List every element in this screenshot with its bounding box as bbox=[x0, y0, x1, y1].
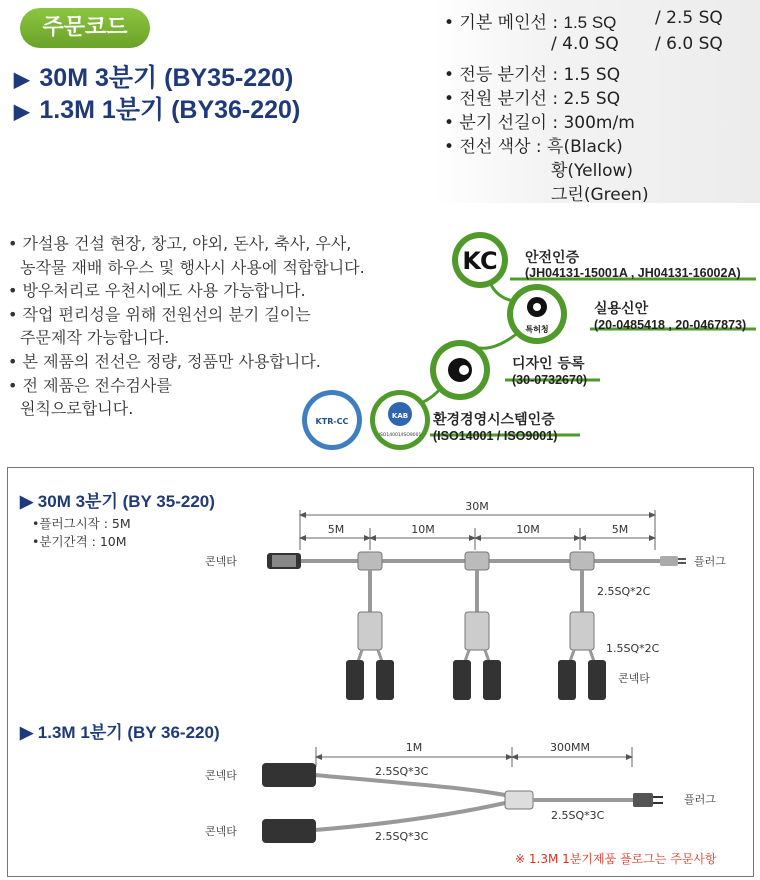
diagram2-wire-plug-label: 2.5SQ*3C bbox=[551, 809, 605, 822]
feature-item: • 가설용 건설 현장, 창고, 야외, 돈사, 축사, 우사, bbox=[8, 234, 352, 253]
order-note: ※ 1.3M 1분기제품 플로그는 주문사항 bbox=[515, 852, 717, 866]
diagram2-wire-bottom-label: 2.5SQ*3C bbox=[375, 830, 429, 843]
diagram2-dim-1m: 1M bbox=[405, 741, 423, 754]
triangle-icon: ▶ bbox=[14, 69, 30, 91]
feature-item: 원칙으로합니다. bbox=[20, 399, 134, 419]
diagram1-segment-2: 10M bbox=[411, 523, 435, 536]
cert-design-name: 디자인 등록 bbox=[512, 356, 585, 372]
diagram1-dimensions bbox=[300, 510, 655, 550]
model-line-1 bbox=[14, 58, 293, 94]
kab-sub-text: ISO14001/ISO9001 bbox=[378, 433, 422, 438]
spec-branch-length: • 분기 선길이 : 300m/m bbox=[444, 113, 635, 133]
order-code-badge: 주문코드 bbox=[20, 8, 150, 48]
spec-main-wire bbox=[444, 8, 616, 33]
diagram1-segment-3: 10M bbox=[516, 523, 540, 536]
kc-logo bbox=[452, 232, 508, 288]
patent-office-logo bbox=[507, 284, 567, 344]
spec-main-wire-v1: 1.5 SQ bbox=[563, 13, 617, 32]
feature-item: • 방우처리로 우천시에도 사용 가능합니다. bbox=[8, 281, 306, 301]
branch-3 bbox=[558, 552, 606, 700]
cert-safety-code: (JH04131-15001A , JH04131-16002A) bbox=[525, 266, 741, 280]
model-1-label: 30M 3분기 (BY35-220) bbox=[39, 64, 294, 92]
ktr-cc-text: KTR-CC bbox=[315, 417, 349, 426]
kab-text: KAB bbox=[391, 412, 409, 420]
branch-2 bbox=[453, 552, 501, 700]
spec-color-green: 그린(Green) bbox=[551, 185, 649, 205]
triangle-icon: ▶ bbox=[14, 101, 30, 123]
cert-iso-code: (ISO14001 / ISO9001) bbox=[433, 429, 558, 443]
diagram1-note-plug-start: •플러그시작 : 5M bbox=[32, 516, 131, 531]
feature-item: 주문제작 가능합니다. bbox=[20, 328, 170, 348]
cert-safety-name: 안전인증 bbox=[525, 250, 580, 266]
diagram1-note-interval: •분기간격 : 10M bbox=[32, 534, 127, 549]
design-registration-logo bbox=[430, 340, 490, 400]
spec-main-wire-label: • 기본 메인선 : bbox=[444, 13, 564, 33]
diagram1-segment-1: 5M bbox=[327, 523, 345, 536]
feature-item: • 전 제품은 전수검사를 bbox=[8, 375, 172, 395]
kab-logo bbox=[370, 390, 430, 450]
cert-design-code: (30-0732670) bbox=[512, 373, 588, 387]
branch-1 bbox=[346, 552, 394, 700]
cert-utility-name: 실용신안 bbox=[594, 301, 649, 317]
diagram2-title: ▶ 1.3M 1분기 (BY 36-220) bbox=[20, 723, 220, 742]
diagram2-connector-bottom-label: 콘넥타 bbox=[205, 825, 237, 838]
diagram1-connector-left-label: 콘넥타 bbox=[205, 555, 237, 568]
diagram2-connector-top-label: 콘넥타 bbox=[205, 769, 237, 782]
diagram1-branches bbox=[346, 552, 606, 700]
diagram1-wire-main-label: 2.5SQ*2C bbox=[597, 585, 651, 598]
diagram1-connector-bottom-label: 콘넥타 bbox=[618, 672, 650, 685]
diagram2-plug-label: 플러그 bbox=[684, 793, 716, 806]
patent-office-text: 특허청 bbox=[525, 325, 549, 334]
kc-mark-text: KC bbox=[462, 247, 498, 275]
diagram2-wire-top-label: 2.5SQ*3C bbox=[375, 765, 429, 778]
diagram1-drawing bbox=[0, 490, 760, 715]
diagram1-title: ▶ 30M 3분기 (BY 35-220) bbox=[20, 492, 215, 511]
cert-iso-name: 환경경영시스템인증 bbox=[433, 412, 555, 428]
diagram1-wire-branch-label: 1.5SQ*2C bbox=[606, 642, 660, 655]
diagram2-drawing bbox=[0, 735, 760, 850]
cert-utility-code: (20-0485418 , 20-0467873) bbox=[594, 318, 747, 332]
diagram2-cable bbox=[262, 763, 663, 843]
spec-color-yellow: 황(Yellow) bbox=[551, 161, 634, 181]
spec-main-wire-v3: / 4.0 SQ bbox=[551, 34, 619, 54]
feature-item: • 본 제품의 전선은 정량, 정품만 사용합니다. bbox=[8, 351, 321, 371]
model-2-label: 1.3M 1분기 (BY36-220) bbox=[39, 96, 301, 124]
spec-wire-color: • 전선 색상 : 흑(Black) bbox=[444, 137, 623, 157]
spec-main-wire-v2: / 2.5 SQ bbox=[655, 8, 723, 28]
diagram1-segment-4: 5M bbox=[611, 523, 629, 536]
diagram1-total-length: 30M bbox=[465, 500, 489, 513]
feature-item: 농작물 재배 하우스 및 행사시 사용에 적합합니다. bbox=[20, 257, 365, 277]
spec-main-wire-v4: / 6.0 SQ bbox=[655, 34, 723, 54]
model-line-2 bbox=[14, 90, 300, 126]
ktr-cc-logo bbox=[302, 390, 362, 450]
spec-light-branch: • 전등 분기선 : 1.5 SQ bbox=[444, 65, 621, 85]
diagram2-dim-300mm: 300MM bbox=[550, 741, 590, 754]
diagram1-plug-label: 플러그 bbox=[694, 555, 726, 568]
feature-item: • 작업 편리성을 위해 전원선의 분기 길이는 bbox=[8, 304, 311, 324]
spec-power-branch: • 전원 분기선 : 2.5 SQ bbox=[444, 89, 621, 109]
